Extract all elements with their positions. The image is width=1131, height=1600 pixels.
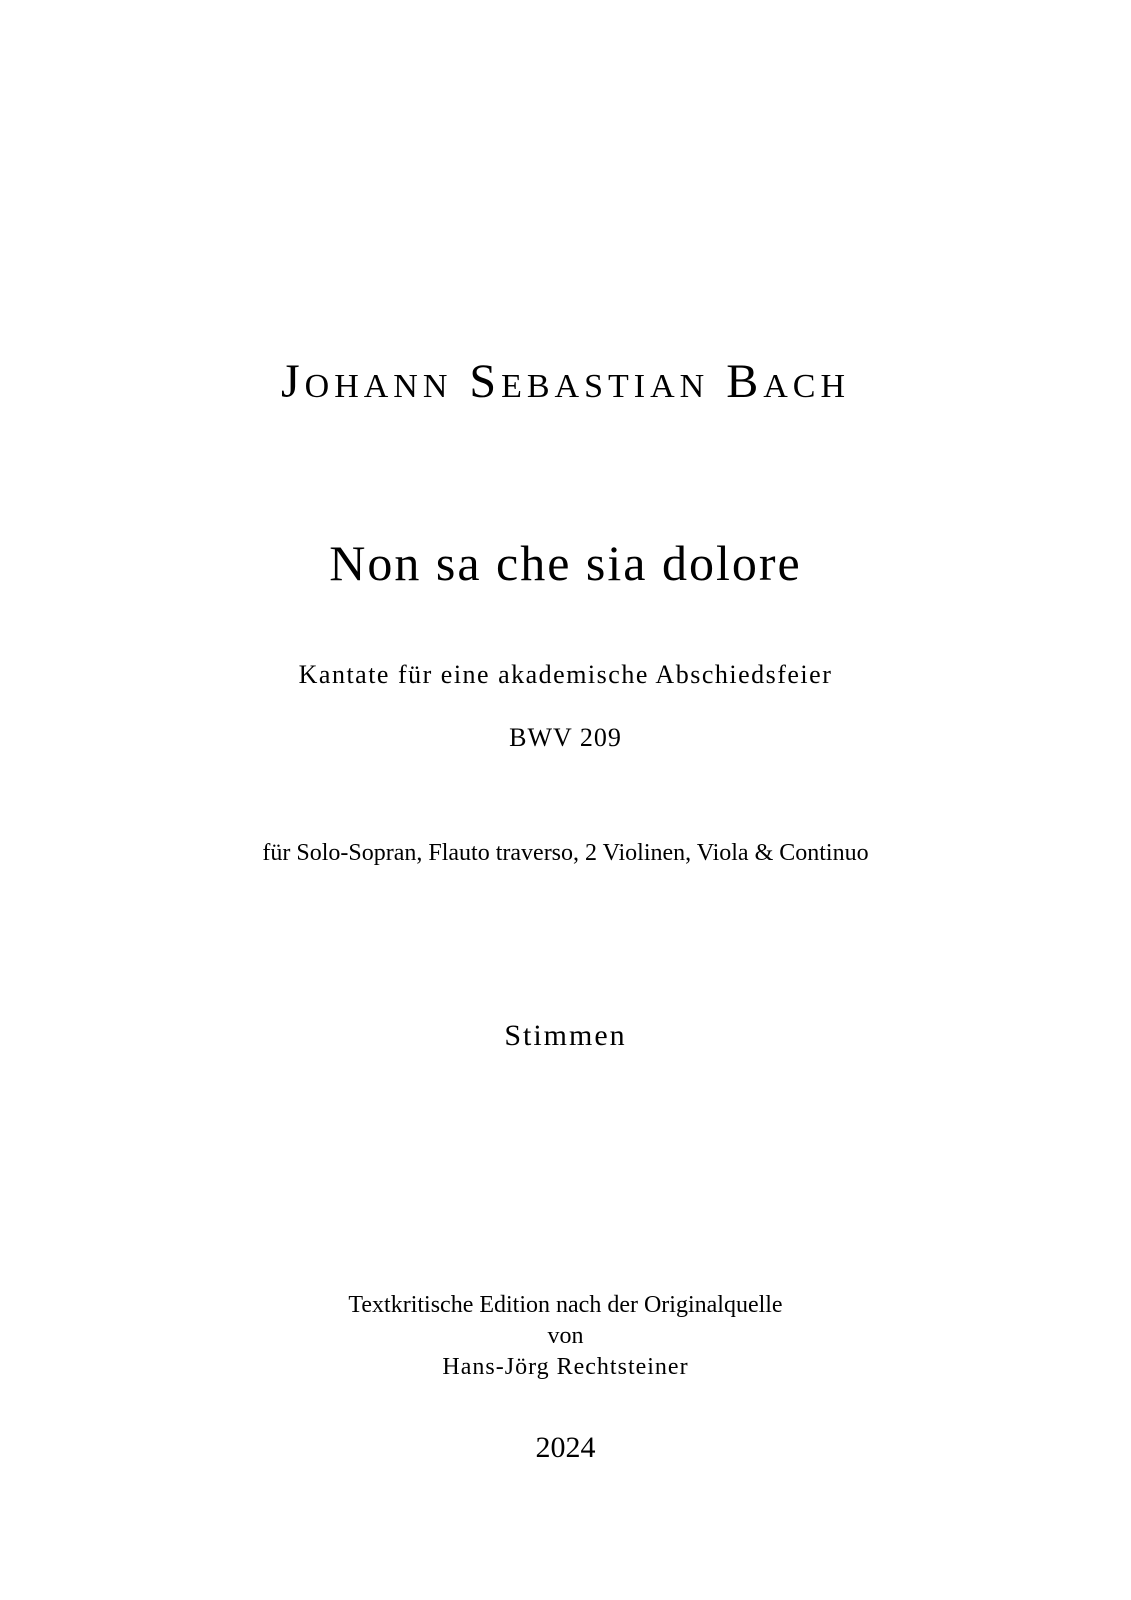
instrumentation: für Solo-Sopran, Flauto traverso, 2 Violinen, Viola & Continuo (262, 840, 869, 866)
publication-year: 2024 (535, 1431, 596, 1464)
editor-name: Hans-Jörg Rechtsteiner (442, 1354, 689, 1380)
work-subtitle: Kantate für eine akademische Abschiedsfeier (298, 660, 833, 689)
by-word: von (547, 1323, 584, 1349)
edition-note: Textkritische Edition nach der Originalquelle (348, 1292, 783, 1318)
composer-name: Johann Sebastian Bach (280, 355, 851, 408)
work-title: Non sa che sia dolore (329, 535, 802, 591)
parts-label: Stimmen (504, 1019, 627, 1052)
catalog-number: BWV 209 (509, 723, 622, 752)
